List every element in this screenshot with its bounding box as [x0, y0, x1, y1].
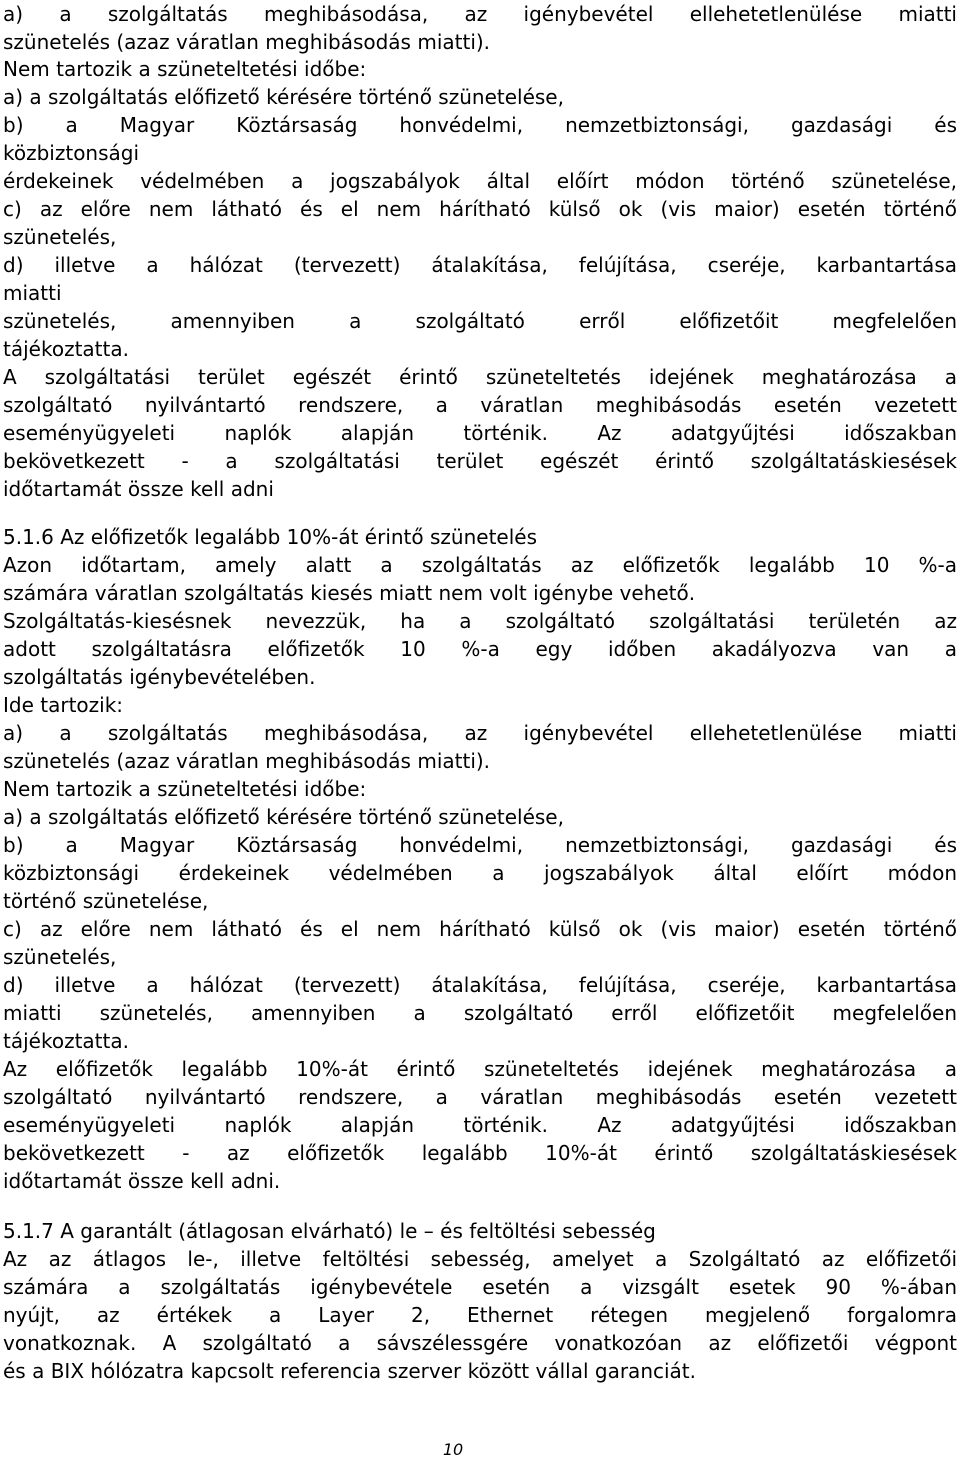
page-number: 10	[442, 1440, 464, 1459]
text-line: a) a szolgáltatás meghibásodása, az igénybevétel ellehetetlenülése miatti	[3, 2, 957, 26]
text-line: adott szolgáltatásra előfizetők 10 %-a egy időben akadályozva van a	[3, 637, 957, 661]
text-line: és a BIX hólózatra kapcsolt referencia szerver között vállal garanciát.	[3, 1359, 696, 1383]
text-line: 5.1.7 A garantált (átlagosan elvárható) le – és feltöltési sebesség	[3, 1219, 656, 1243]
text-line: szolgáltató nyilvántartó rendszere, a váratlan meghibásodás esetén vezetett	[3, 1085, 957, 1109]
text-line: Ide tartozik:	[3, 693, 124, 717]
text-line: időtartamát össze kell adni.	[3, 1169, 281, 1193]
text-line: A szolgáltatási terület egészét érintő szüneteltetés idejének meghatározása a	[3, 365, 957, 389]
text-line: szünetelés (azaz váratlan meghibásodás miatti).	[3, 30, 491, 54]
text-line: szünetelés (azaz váratlan meghibásodás miatti).	[3, 749, 491, 773]
text-line: számára váratlan szolgáltatás kiesés miatt nem volt igénybe vehető.	[3, 581, 696, 605]
text-line: bekövetkezett - az előfizetők legalább 10%-át érintő szolgáltatáskiesések	[3, 1141, 957, 1165]
text-line: c) az előre nem látható és el nem hárítható külső ok (vis maior) esetén történő	[3, 197, 957, 221]
text-line: tájékoztatta.	[3, 1029, 129, 1053]
text-line: közbiztonsági érdekeinek védelmében a jogszabályok által előírt módon	[3, 861, 957, 885]
text-line: érdekeinek védelmében a jogszabályok által előírt módon történő szünetelése,	[3, 169, 957, 193]
text-line: 5.1.6 Az előfizetők legalább 10%-át érintő szünetelés	[3, 525, 537, 549]
text-line: közbiztonsági	[3, 141, 140, 165]
text-line: szolgáltató nyilvántartó rendszere, a váratlan meghibásodás esetén vezetett	[3, 393, 957, 417]
text-line: d) illetve a hálózat (tervezett) átalakítása, felújítása, cseréje, karbantartása	[3, 973, 957, 997]
text-line: szolgáltatás igénybevételében.	[3, 665, 316, 689]
text-line: a) a szolgáltatás előfizető kérésére történő szünetelése,	[3, 85, 564, 109]
text-line: szünetelés,	[3, 945, 117, 969]
text-line: c) az előre nem látható és el nem hárítható külső ok (vis maior) esetén történő	[3, 917, 957, 941]
text-line: történő szünetelése,	[3, 889, 209, 913]
text-line: Az az átlagos le-, illetve feltöltési sebesség, amelyet a Szolgáltató az előfizetői	[3, 1247, 957, 1271]
text-line: eseményügyeleti naplók alapján történik. Az adatgyűjtési időszakban	[3, 421, 957, 445]
text-line: eseményügyeleti naplók alapján történik. Az adatgyűjtési időszakban	[3, 1113, 957, 1137]
text-line: időtartamát össze kell adni	[3, 477, 274, 501]
text-line: nyújt, az értékek a Layer 2, Ethernet rétegen megjelenő forgalomra	[3, 1303, 957, 1327]
text-line: vonatkoznak. A szolgáltató a sávszélessgére vonatkozóan az előfizetői végpont	[3, 1331, 957, 1355]
text-line: b) a Magyar Köztársaság honvédelmi, nemzetbiztonsági, gazdasági és	[3, 833, 957, 857]
text-line: a) a szolgáltatás meghibásodása, az igénybevétel ellehetetlenülése miatti	[3, 721, 957, 745]
text-line: szünetelés, amennyiben a szolgáltató erről előfizetőit megfelelően	[3, 309, 957, 333]
text-line: bekövetkezett - a szolgáltatási terület egészét érintő szolgáltatáskiesések	[3, 449, 957, 473]
text-line: b) a Magyar Köztársaság honvédelmi, nemzetbiztonsági, gazdasági és	[3, 113, 957, 137]
text-line: szünetelés,	[3, 225, 117, 249]
text-line: Szolgáltatás-kiesésnek nevezzük, ha a szolgáltató szolgáltatási területén az	[3, 609, 957, 633]
text-line: Az előfizetők legalább 10%-át érintő szüneteltetés idejének meghatározása a	[3, 1057, 957, 1081]
text-line: miatti szünetelés, amennyiben a szolgáltató erről előfizetőit megfelelően	[3, 1001, 957, 1025]
text-line: d) illetve a hálózat (tervezett) átalakítása, felújítása, cseréje, karbantartása	[3, 253, 957, 277]
text-line: számára a szolgáltatás igénybevétele esetén a vizsgált esetek 90 %-ában	[3, 1275, 957, 1299]
text-line: Nem tartozik a szüneteltetési időbe:	[3, 777, 367, 801]
text-line: Nem tartozik a szüneteltetési időbe:	[3, 57, 367, 81]
text-line: a) a szolgáltatás előfizető kérésére történő szünetelése,	[3, 805, 564, 829]
text-line: Azon időtartam, amely alatt a szolgáltatás az előfizetők legalább 10 %-a	[3, 553, 957, 577]
text-line: tájékoztatta.	[3, 337, 129, 361]
text-line: miatti	[3, 281, 62, 305]
